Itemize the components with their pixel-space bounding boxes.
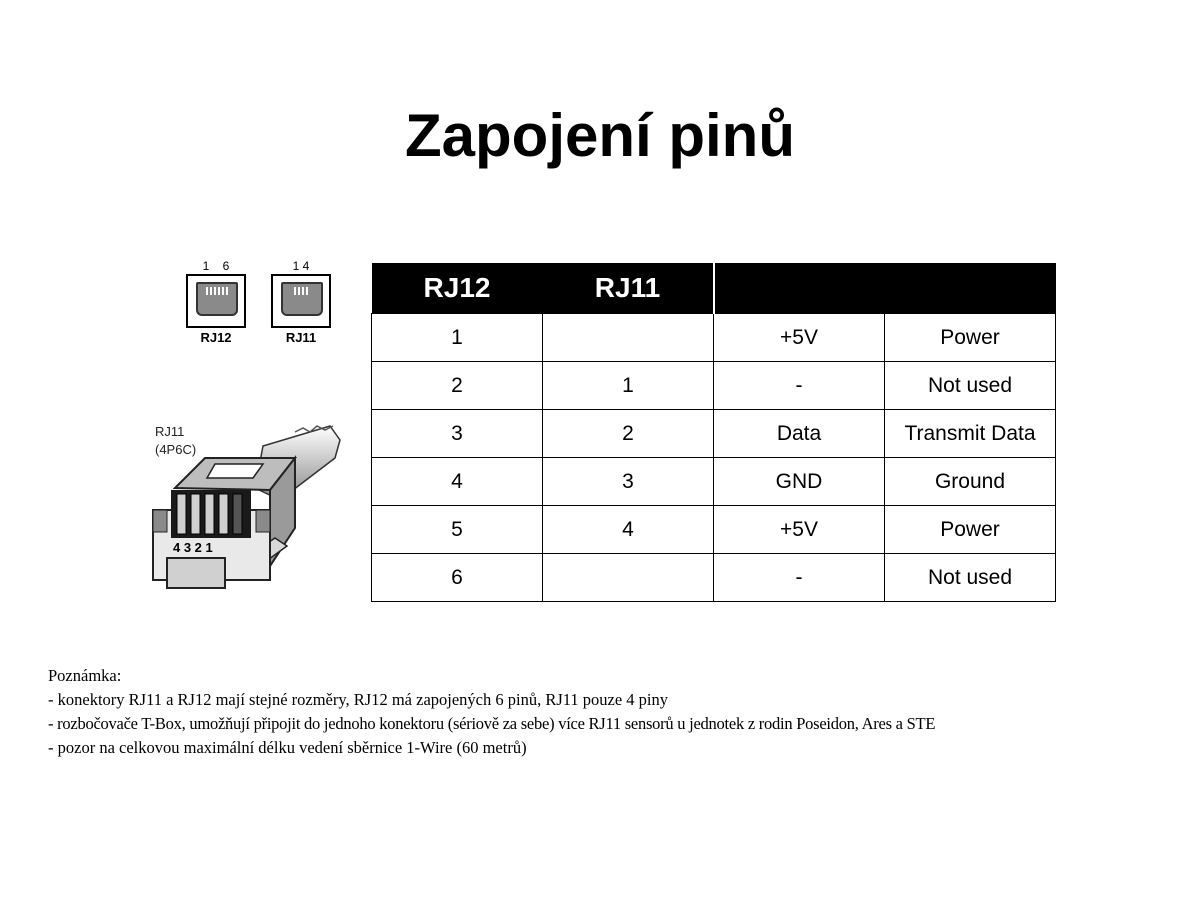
notes-heading: Poznámka:	[48, 666, 122, 685]
cell-rj11-pin	[543, 554, 714, 602]
rj12-jack-label: RJ12	[200, 330, 232, 345]
table-row	[372, 362, 1056, 410]
table-row	[372, 458, 1056, 506]
cell-signal: +5V	[714, 314, 885, 362]
cell-rj12-pin: 5	[372, 506, 543, 554]
cell-signal: +5V	[714, 506, 885, 554]
plug-name: RJ11	[155, 424, 185, 439]
cell-description: Power	[885, 506, 1056, 554]
table-row	[372, 314, 1056, 362]
cell-rj11-pin: 2	[543, 410, 714, 458]
rj11-plug-icon	[145, 418, 350, 598]
page-title: Zapojení pinů	[405, 102, 795, 169]
cell-rj11-pin: 3	[543, 458, 714, 506]
rj12-pin-range: 1 6	[202, 259, 230, 273]
cell-signal: Data	[714, 410, 885, 458]
cell-description: Not used	[885, 554, 1056, 602]
note-line: - rozbočovače T-Box, umožňují připojit do jednoho konektoru (sériově za sebe) více RJ11 sensorů u jednotek z rodin Poseidon, Ares a STE	[48, 714, 936, 733]
cell-rj12-pin: 6	[372, 554, 543, 602]
header-rj11: RJ11	[543, 263, 714, 314]
cell-description: Ground	[885, 458, 1056, 506]
rj11-jack-label: RJ11	[285, 330, 317, 345]
cell-signal: -	[714, 362, 885, 410]
cell-rj11-pin: 1	[543, 362, 714, 410]
plug-pin-numbers: 4 3 2 1	[173, 540, 213, 555]
note-line: - konektory RJ11 a RJ12 mají stejné rozměry, RJ12 má zapojených 6 pinů, RJ11 pouze 4 piny	[48, 690, 669, 709]
header-signal	[714, 263, 885, 314]
cell-description: Not used	[885, 362, 1056, 410]
header-rj12: RJ12	[372, 263, 543, 314]
rj12-jack-icon	[185, 258, 247, 348]
cell-description: Power	[885, 314, 1056, 362]
plug-type: (4P6C)	[155, 442, 197, 457]
cell-rj12-pin: 1	[372, 314, 543, 362]
pinout-table	[371, 263, 1056, 602]
cell-rj12-pin: 4	[372, 458, 543, 506]
note-line: - pozor na celkovou maximální délku vedení sběrnice 1-Wire (60 metrů)	[48, 738, 527, 757]
notes-block	[48, 664, 1198, 760]
rj12-socket-icon	[186, 274, 246, 328]
table-row	[372, 506, 1056, 554]
cell-description: Transmit Data	[885, 410, 1056, 458]
cell-rj12-pin: 2	[372, 362, 543, 410]
cell-rj11-pin	[543, 314, 714, 362]
table-row	[372, 554, 1056, 602]
cell-signal: GND	[714, 458, 885, 506]
cell-rj11-pin: 4	[543, 506, 714, 554]
cell-rj12-pin: 3	[372, 410, 543, 458]
rj11-socket-icon	[271, 274, 331, 328]
table-row	[372, 410, 1056, 458]
header-description	[885, 263, 1056, 314]
rj11-pin-range: 1 4	[292, 259, 310, 273]
table-header-row	[372, 263, 1056, 314]
rj11-jack-icon	[270, 258, 332, 348]
cell-signal: -	[714, 554, 885, 602]
